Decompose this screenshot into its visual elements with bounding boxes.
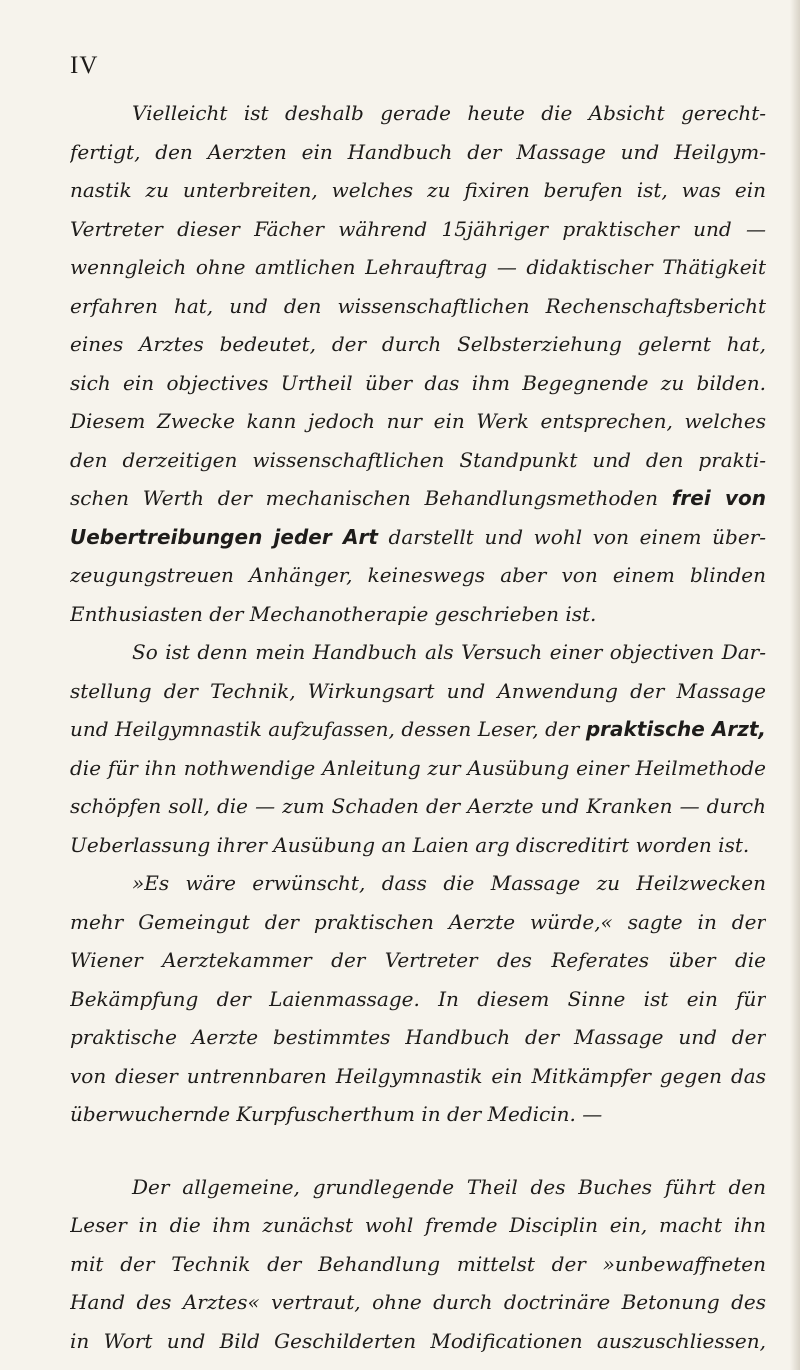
text-line: praktische Aerzte bestimmtes Handbuch der Massage und der: [70, 1025, 766, 1049]
text-line: nastik zu unterbreiten, welches zu fixiren berufen ist, was ein: [70, 178, 766, 202]
text-line: [70, 479, 766, 518]
text-line: in Wort und Bild Geschilderten Modificationen auszuschliessen,: [70, 1328, 766, 1353]
page-number: IV: [70, 52, 99, 79]
text-line: schöpfen soll, die — zum Schaden der Aerzte und Kranken — durch: [70, 794, 766, 818]
emphasized-text: frei von: [671, 486, 766, 510]
text-line: sich ein objectives Urtheil über das ihm Begegnende zu bilden.: [70, 370, 766, 395]
text-line: stellung der Technik, Wirkungsart und Anwendung der Massage: [70, 678, 766, 703]
text-line: Vertreter dieser Fächer während 15jähriger praktischer und —: [70, 216, 766, 241]
text-line: die für ihn nothwendige Anleitung zur Ausübung einer Heilmethode: [70, 755, 766, 780]
text-line: Bekämpfung der Laienmassage. In diesem Sinne ist ein für: [70, 986, 766, 1011]
text-line: Wiener Aerztekammer der Vertreter des Referates über die: [70, 948, 766, 972]
text-line: Leser in die ihm zunächst wohl fremde Disciplin ein, macht ihn: [70, 1213, 766, 1237]
text-line: eines Arztes bedeutet, der durch Selbsterziehung gelernt hat,: [70, 332, 766, 356]
text-line: Der allgemeine, grundlegende Theil des Buches führt den: [132, 1174, 766, 1199]
text-line: mit der Technik der Behandlung mittelst der »unbewaffneten: [70, 1251, 766, 1276]
text-line: überwuchernde Kurpfuscherthum in der Medicin. —: [70, 1102, 603, 1126]
text-line: [70, 518, 766, 557]
emphasized-text: praktische Arzt,: [585, 717, 766, 741]
text-line: den derzeitigen wissenschaftlichen Standpunkt und den prakti-: [70, 447, 766, 472]
text-line: Vielleicht ist deshalb gerade heute die Absicht gerecht-: [132, 101, 766, 125]
text-line: Ueberlassung ihrer Ausübung an Laien arg discreditirt worden ist.: [70, 832, 750, 857]
text-line: Hand des Arztes« vertraut, ohne durch doctrinäre Betonung des: [70, 1290, 766, 1314]
text-line: So ist denn mein Handbuch als Versuch einer objectiven Dar-: [132, 640, 766, 664]
text-line: [70, 710, 766, 749]
text-line: wenngleich ohne amtlichen Lehrauftrag — didaktischer Thätigkeit: [70, 255, 766, 279]
text-line: fertigt, den Aerzten ein Handbuch der Massage und Heilgym-: [70, 139, 766, 164]
text-line: erfahren hat, und den wissenschaftlichen Rechenschaftsbericht: [70, 293, 766, 318]
body-text: [70, 94, 766, 1360]
line-text-segment: darstellt und wohl von einem über-: [377, 524, 766, 549]
text-line: zeugungstreuen Anhänger, keineswegs aber von einem blinden: [70, 563, 766, 587]
line-text-segment: schen Werth der mechanischen Behandlungsmethoden: [70, 486, 672, 510]
text-line: mehr Gemeingut der praktischen Aerzte würde,« sagte in der: [70, 909, 766, 934]
text-line: von dieser untrennbaren Heilgymnastik ein Mitkämpfer gegen das: [70, 1063, 766, 1088]
page-edge-shadow: [790, 0, 800, 1370]
text-line: Diesem Zwecke kann jedoch nur ein Werk entsprechen, welches: [70, 409, 766, 433]
text-line: Enthusiasten der Mechanotherapie geschrieben ist.: [70, 601, 597, 626]
text-line: »Es wäre erwünscht, dass die Massage zu Heilzwecken: [132, 871, 766, 895]
emphasized-text: Uebertreibungen jeder Art: [70, 524, 378, 549]
line-text-segment: und Heilgymnastik aufzufassen, dessen Leser, der: [70, 717, 586, 741]
